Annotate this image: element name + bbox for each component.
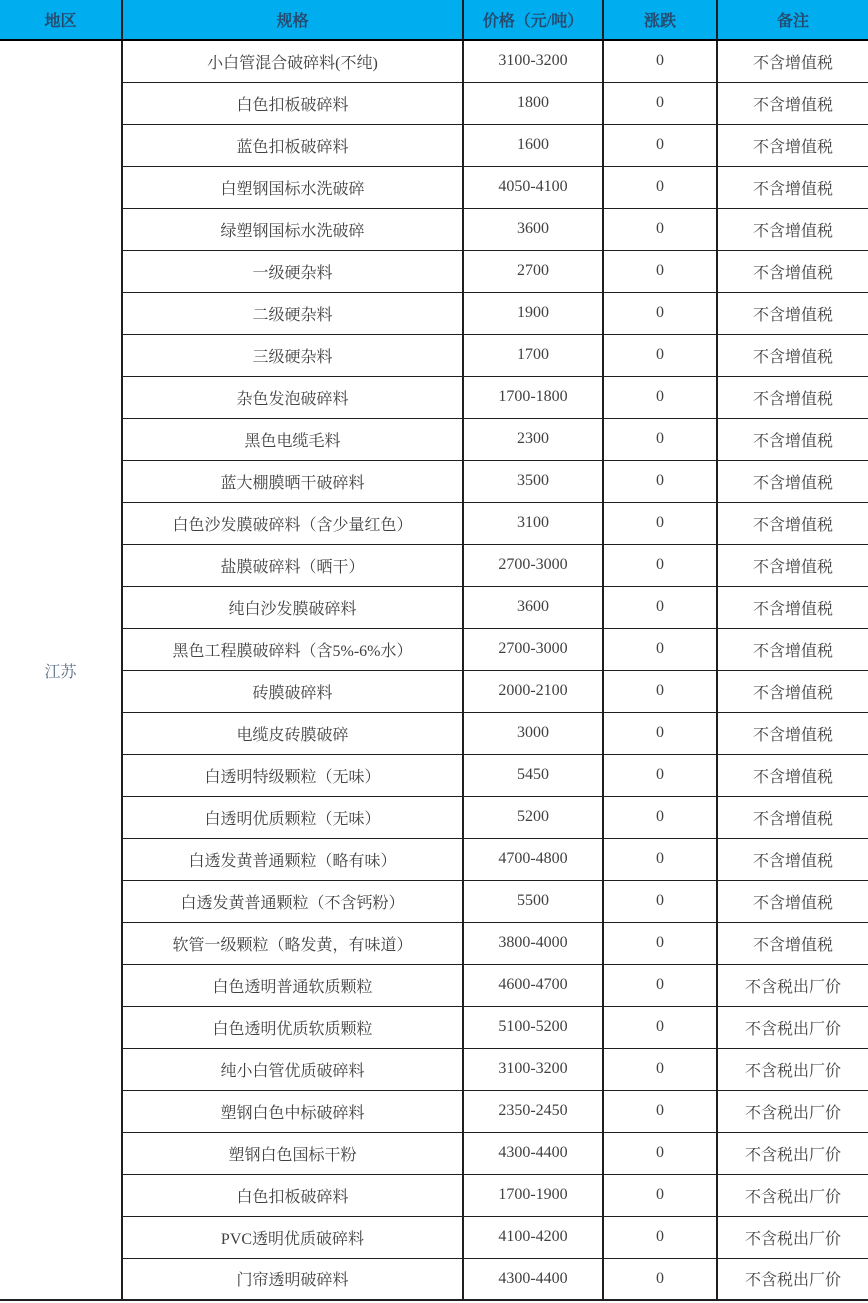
change-cell: 0	[603, 544, 717, 586]
spec-cell: 黑色电缆毛料	[122, 418, 463, 460]
change-cell: 0	[603, 250, 717, 292]
note-cell: 不含税出厂价	[717, 1216, 868, 1258]
spec-cell: 电缆皮砖膜破碎	[122, 712, 463, 754]
note-cell: 不含增值税	[717, 922, 868, 964]
table-row	[0, 40, 868, 82]
price-cell: 2350-2450	[463, 1090, 603, 1132]
table-row	[0, 334, 868, 376]
spec-cell: 一级硬杂料	[122, 250, 463, 292]
price-cell: 4300-4400	[463, 1132, 603, 1174]
change-cell: 0	[603, 586, 717, 628]
price-cell: 1700-1800	[463, 376, 603, 418]
price-cell: 3100-3200	[463, 1048, 603, 1090]
column-header-spec: 规格	[122, 0, 463, 40]
table-row	[0, 754, 868, 796]
price-cell: 2300	[463, 418, 603, 460]
price-cell: 2700-3000	[463, 628, 603, 670]
price-cell: 4100-4200	[463, 1216, 603, 1258]
column-header-note: 备注	[717, 0, 868, 40]
change-cell: 0	[603, 754, 717, 796]
column-header-price: 价格（元/吨）	[463, 0, 603, 40]
table-row	[0, 1132, 868, 1174]
table-row	[0, 208, 868, 250]
change-cell: 0	[603, 376, 717, 418]
note-cell: 不含税出厂价	[717, 1132, 868, 1174]
spec-cell: 白色沙发膜破碎料（含少量红色）	[122, 502, 463, 544]
change-cell: 0	[603, 460, 717, 502]
price-cell: 2700	[463, 250, 603, 292]
note-cell: 不含增值税	[717, 40, 868, 82]
spec-cell: 盐膜破碎料（晒干）	[122, 544, 463, 586]
note-cell: 不含增值税	[717, 754, 868, 796]
spec-cell: 白色透明优质软质颗粒	[122, 1006, 463, 1048]
table-row	[0, 1048, 868, 1090]
table-row	[0, 166, 868, 208]
table-header	[0, 0, 868, 40]
table-row	[0, 544, 868, 586]
note-cell: 不含增值税	[717, 208, 868, 250]
table-row	[0, 418, 868, 460]
table-body	[0, 40, 868, 1300]
note-cell: 不含增值税	[717, 502, 868, 544]
change-cell: 0	[603, 796, 717, 838]
note-cell: 不含增值税	[717, 376, 868, 418]
table-row	[0, 460, 868, 502]
table-row	[0, 670, 868, 712]
change-cell: 0	[603, 922, 717, 964]
change-cell: 0	[603, 124, 717, 166]
spec-cell: 二级硬杂料	[122, 292, 463, 334]
price-cell: 2700-3000	[463, 544, 603, 586]
note-cell: 不含增值税	[717, 124, 868, 166]
change-cell: 0	[603, 1216, 717, 1258]
change-cell: 0	[603, 1006, 717, 1048]
spec-cell: 砖膜破碎料	[122, 670, 463, 712]
note-cell: 不含税出厂价	[717, 1048, 868, 1090]
spec-cell: 白色扣板破碎料	[122, 1174, 463, 1216]
spec-cell: 杂色发泡破碎料	[122, 376, 463, 418]
note-cell: 不含增值税	[717, 334, 868, 376]
spec-cell: 小白管混合破碎料(不纯)	[122, 40, 463, 82]
table-row	[0, 1090, 868, 1132]
price-cell: 3000	[463, 712, 603, 754]
spec-cell: 白透明特级颗粒（无味）	[122, 754, 463, 796]
change-cell: 0	[603, 208, 717, 250]
spec-cell: 门帘透明破碎料	[122, 1258, 463, 1300]
spec-cell: 纯白沙发膜破碎料	[122, 586, 463, 628]
table-row	[0, 964, 868, 1006]
table-row	[0, 1258, 868, 1300]
spec-cell: 白色扣板破碎料	[122, 82, 463, 124]
note-cell: 不含税出厂价	[717, 1006, 868, 1048]
spec-cell: 白色透明普通软质颗粒	[122, 964, 463, 1006]
spec-cell: 蓝大棚膜晒干破碎料	[122, 460, 463, 502]
spec-cell: 三级硬杂料	[122, 334, 463, 376]
price-cell: 1900	[463, 292, 603, 334]
change-cell: 0	[603, 1258, 717, 1300]
spec-cell: 塑钢白色国标干粉	[122, 1132, 463, 1174]
note-cell: 不含税出厂价	[717, 1174, 868, 1216]
change-cell: 0	[603, 334, 717, 376]
price-cell: 5100-5200	[463, 1006, 603, 1048]
spec-cell: 白塑钢国标水洗破碎	[122, 166, 463, 208]
change-cell: 0	[603, 82, 717, 124]
price-cell: 5450	[463, 754, 603, 796]
table-row	[0, 838, 868, 880]
note-cell: 不含税出厂价	[717, 1258, 868, 1300]
note-cell: 不含增值税	[717, 82, 868, 124]
table-row	[0, 922, 868, 964]
spec-cell: 塑钢白色中标破碎料	[122, 1090, 463, 1132]
spec-cell: 黑色工程膜破碎料（含5%-6%水）	[122, 628, 463, 670]
spec-cell: 绿塑钢国标水洗破碎	[122, 208, 463, 250]
price-cell: 3800-4000	[463, 922, 603, 964]
change-cell: 0	[603, 838, 717, 880]
change-cell: 0	[603, 1048, 717, 1090]
change-cell: 0	[603, 166, 717, 208]
note-cell: 不含增值税	[717, 460, 868, 502]
change-cell: 0	[603, 40, 717, 82]
price-cell: 4600-4700	[463, 964, 603, 1006]
table-row	[0, 250, 868, 292]
change-cell: 0	[603, 880, 717, 922]
price-cell: 1700	[463, 334, 603, 376]
change-cell: 0	[603, 1174, 717, 1216]
price-cell: 4300-4400	[463, 1258, 603, 1300]
note-cell: 不含增值税	[717, 250, 868, 292]
price-cell: 4050-4100	[463, 166, 603, 208]
note-cell: 不含增值税	[717, 838, 868, 880]
change-cell: 0	[603, 1090, 717, 1132]
table-row	[0, 124, 868, 166]
price-cell: 3600	[463, 208, 603, 250]
change-cell: 0	[603, 628, 717, 670]
change-cell: 0	[603, 292, 717, 334]
note-cell: 不含增值税	[717, 292, 868, 334]
header-row	[0, 0, 868, 40]
change-cell: 0	[603, 712, 717, 754]
spec-cell: 白透发黄普通颗粒（略有味）	[122, 838, 463, 880]
note-cell: 不含增值税	[717, 544, 868, 586]
note-cell: 不含增值税	[717, 628, 868, 670]
price-cell: 5500	[463, 880, 603, 922]
spec-cell: 白透明优质颗粒（无味）	[122, 796, 463, 838]
table-row	[0, 502, 868, 544]
price-cell: 3100	[463, 502, 603, 544]
table-row	[0, 712, 868, 754]
column-header-change: 涨跌	[603, 0, 717, 40]
price-cell: 3600	[463, 586, 603, 628]
column-header-region: 地区	[0, 0, 122, 40]
table-row	[0, 82, 868, 124]
note-cell: 不含增值税	[717, 166, 868, 208]
table-row	[0, 628, 868, 670]
table-row	[0, 796, 868, 838]
change-cell: 0	[603, 418, 717, 460]
change-cell: 0	[603, 502, 717, 544]
note-cell: 不含增值税	[717, 712, 868, 754]
table-row	[0, 880, 868, 922]
note-cell: 不含税出厂价	[717, 964, 868, 1006]
note-cell: 不含税出厂价	[717, 1090, 868, 1132]
table-row	[0, 1174, 868, 1216]
note-cell: 不含增值税	[717, 880, 868, 922]
change-cell: 0	[603, 964, 717, 1006]
spec-cell: PVC透明优质破碎料	[122, 1216, 463, 1258]
note-cell: 不含增值税	[717, 670, 868, 712]
table-row	[0, 586, 868, 628]
change-cell: 0	[603, 1132, 717, 1174]
change-cell: 0	[603, 670, 717, 712]
price-cell: 1800	[463, 82, 603, 124]
price-cell: 2000-2100	[463, 670, 603, 712]
price-cell: 1600	[463, 124, 603, 166]
table-row	[0, 292, 868, 334]
region-cell: 江苏	[0, 40, 122, 1300]
price-cell: 3100-3200	[463, 40, 603, 82]
note-cell: 不含增值税	[717, 796, 868, 838]
table-row	[0, 1006, 868, 1048]
spec-cell: 白透发黄普通颗粒（不含钙粉）	[122, 880, 463, 922]
price-cell: 4700-4800	[463, 838, 603, 880]
table-row	[0, 376, 868, 418]
price-cell: 3500	[463, 460, 603, 502]
spec-cell: 纯小白管优质破碎料	[122, 1048, 463, 1090]
note-cell: 不含增值税	[717, 418, 868, 460]
spec-cell: 蓝色扣板破碎料	[122, 124, 463, 166]
note-cell: 不含增值税	[717, 586, 868, 628]
table-row	[0, 1216, 868, 1258]
spec-cell: 软管一级颗粒（略发黄，有味道）	[122, 922, 463, 964]
price-cell: 1700-1900	[463, 1174, 603, 1216]
price-cell: 5200	[463, 796, 603, 838]
